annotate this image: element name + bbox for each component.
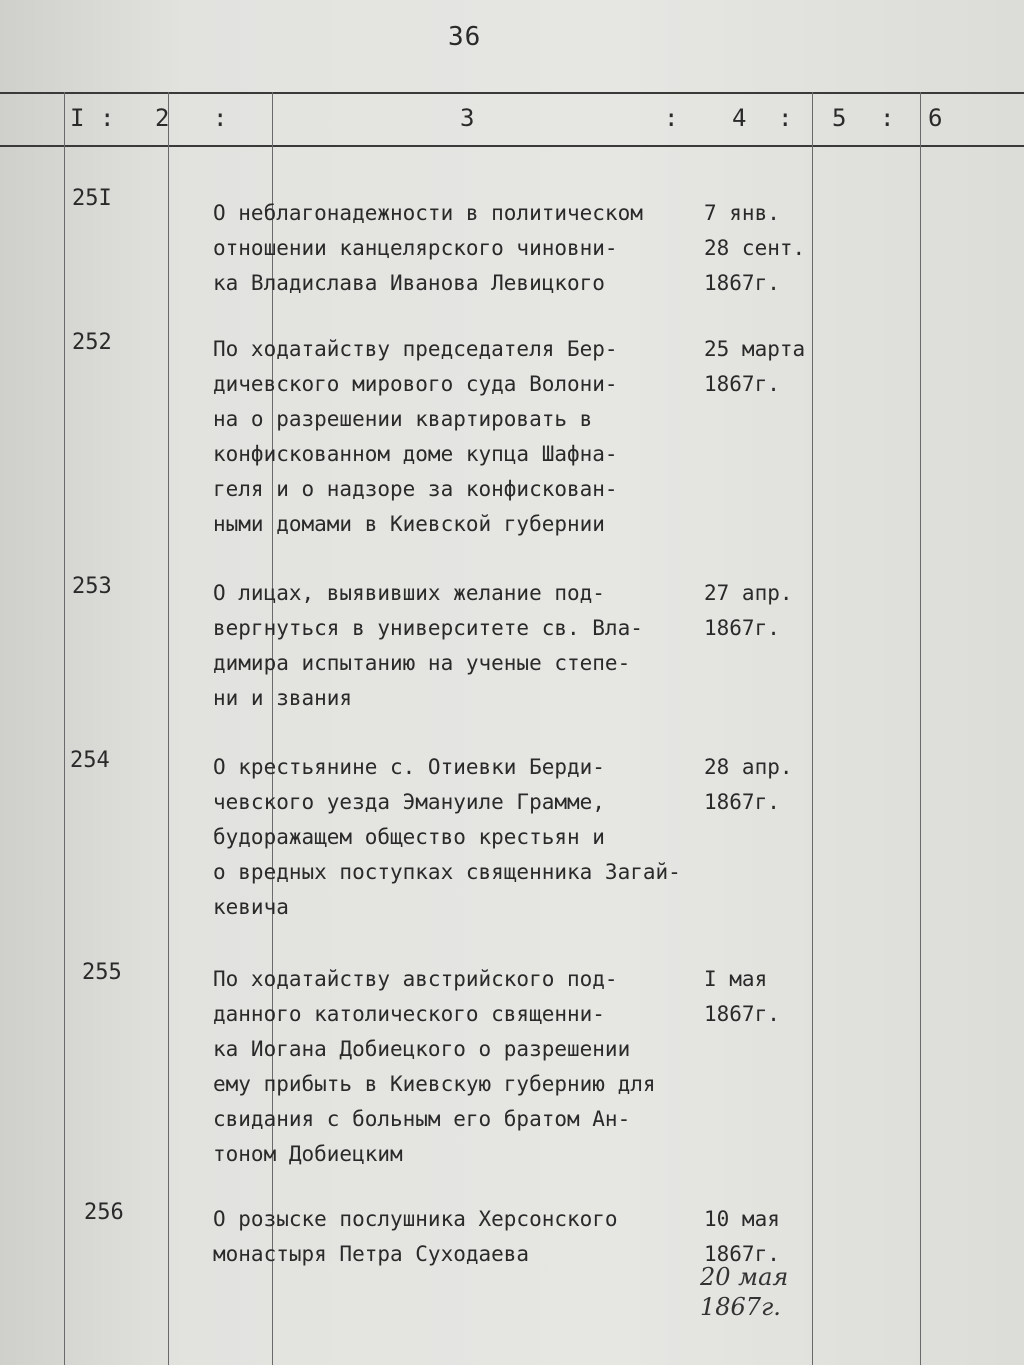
entry-date: 28 апр. 1867г. xyxy=(704,755,793,814)
entry-number: 25I xyxy=(72,186,112,211)
column-separator: : xyxy=(100,104,115,132)
column-divider xyxy=(64,92,65,1365)
entry-description: О неблагонадежности в политическом отношении канцелярского чиновни- ка Владислава Иванова Левицкого xyxy=(213,201,643,295)
entry-description: О крестьянине с. Отиевки Берди- чевского уезда Эмануиле Грамме, будоражащем общество крестьян и о вредных поступках священника Загай- кевича xyxy=(213,755,681,919)
entry-date: I мая 1867г. xyxy=(704,967,780,1026)
column-number-header xyxy=(0,104,1024,144)
entry-description: О розыске послушника Херсонского монастыря Петра Суходаева xyxy=(213,1207,618,1266)
entry-date: 10 мая 1867г. xyxy=(704,1207,780,1266)
entry-date: 25 марта 1867г. xyxy=(704,337,806,396)
header-top-rule xyxy=(0,92,1024,94)
column-separator: : xyxy=(664,104,679,132)
entry-number: 252 xyxy=(72,330,112,355)
column-number: 3 xyxy=(460,104,475,132)
column-number: 2 xyxy=(155,104,170,132)
column-separator: : xyxy=(880,104,895,132)
column-divider xyxy=(168,92,169,1365)
entry-number: 253 xyxy=(72,574,112,599)
entry-description: О лицах, выявивших желание под- вергнуться в университете св. Вла- димира испытанию на ученые степе- ни и звания xyxy=(213,581,643,710)
page-number: 36 xyxy=(448,22,482,52)
column-separator: : xyxy=(778,104,793,132)
column-separator: : xyxy=(213,104,228,132)
handwritten-date-note: 20 мая 1867г. xyxy=(700,1263,789,1321)
column-number: 6 xyxy=(928,104,943,132)
entry-number: 254 xyxy=(70,748,110,773)
header-bottom-rule xyxy=(0,145,1024,147)
column-number: 5 xyxy=(832,104,847,132)
entry-date: 7 янв. 28 сент. 1867г. xyxy=(704,201,806,295)
entry-number: 255 xyxy=(82,960,122,985)
entry-number: 256 xyxy=(84,1200,124,1225)
entry-description: По ходатайству председателя Бер- дичевского мирового суда Волони- на о разрешении квартировать в конфискованном доме купца Шафна- геля и о надзоре за конфискован- ными домами в Киевской губернии xyxy=(213,337,618,536)
column-number: I xyxy=(70,104,85,132)
entry-description: По ходатайству австрийского под- данного католического священни- ка Иогана Добиецкого о разрешении ему прибыть в Киевскую губернию для свидания с больным его братом Ан- тоном Добиецким xyxy=(213,967,656,1166)
entry-date: 27 апр. 1867г. xyxy=(704,581,793,640)
column-number: 4 xyxy=(732,104,747,132)
column-divider xyxy=(920,92,921,1365)
